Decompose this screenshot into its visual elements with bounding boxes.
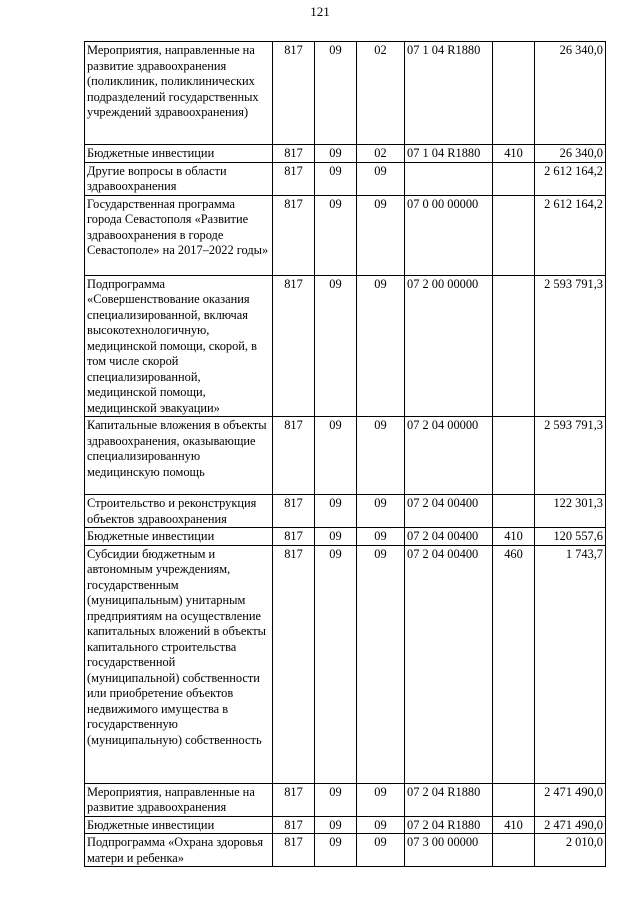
row-expense-type-cell bbox=[493, 275, 535, 417]
table-row bbox=[85, 834, 606, 867]
row-name-cell: Подпрограмма «Охрана здоровья матери и ребенка» bbox=[85, 834, 273, 867]
row-sum-cell: 2 593 791,3 bbox=[535, 275, 606, 417]
table-row bbox=[85, 783, 606, 816]
table-row bbox=[85, 545, 606, 783]
row-name-cell: Мероприятия, направленные на развитие здравоохранения (поликлиник, поликлинических подразделений государственных учреждений здравоохранения) bbox=[85, 42, 273, 145]
row-subsection-cell: 09 bbox=[357, 816, 405, 834]
row-name-cell: Бюджетные инвестиции bbox=[85, 816, 273, 834]
row-section-cell: 09 bbox=[315, 275, 357, 417]
row-ved-cell: 817 bbox=[273, 834, 315, 867]
row-target-article-cell: 07 2 00 00000 bbox=[405, 275, 493, 417]
row-ved-cell: 817 bbox=[273, 545, 315, 783]
row-subsection-cell: 09 bbox=[357, 834, 405, 867]
row-name-cell: Бюджетные инвестиции bbox=[85, 528, 273, 546]
row-expense-type-cell bbox=[493, 42, 535, 145]
row-sum-cell: 26 340,0 bbox=[535, 145, 606, 163]
row-ved-cell: 817 bbox=[273, 495, 315, 528]
row-section-cell: 09 bbox=[315, 145, 357, 163]
row-section-cell: 09 bbox=[315, 162, 357, 195]
row-section-cell: 09 bbox=[315, 495, 357, 528]
row-expense-type-cell bbox=[493, 162, 535, 195]
row-section-cell: 09 bbox=[315, 42, 357, 145]
page-number: 121 bbox=[310, 4, 330, 19]
row-ved-cell: 817 bbox=[273, 783, 315, 816]
row-section-cell: 09 bbox=[315, 816, 357, 834]
row-expense-type-cell: 410 bbox=[493, 816, 535, 834]
table-row bbox=[85, 145, 606, 163]
table-row bbox=[85, 195, 606, 275]
row-ved-cell: 817 bbox=[273, 162, 315, 195]
row-expense-type-cell bbox=[493, 834, 535, 867]
row-target-article-cell: 07 2 04 R1880 bbox=[405, 816, 493, 834]
row-expense-type-cell bbox=[493, 195, 535, 275]
row-expense-type-cell: 410 bbox=[493, 145, 535, 163]
row-name-cell: Мероприятия, направленные на развитие здравоохранения bbox=[85, 783, 273, 816]
table-row bbox=[85, 275, 606, 417]
row-subsection-cell: 09 bbox=[357, 495, 405, 528]
row-target-article-cell: 07 2 04 R1880 bbox=[405, 783, 493, 816]
row-expense-type-cell: 410 bbox=[493, 528, 535, 546]
row-ved-cell: 817 bbox=[273, 816, 315, 834]
row-target-article-cell: 07 2 04 00400 bbox=[405, 495, 493, 528]
row-subsection-cell: 09 bbox=[357, 528, 405, 546]
row-sum-cell: 2 471 490,0 bbox=[535, 816, 606, 834]
table-row bbox=[85, 528, 606, 546]
row-expense-type-cell bbox=[493, 783, 535, 816]
row-ved-cell: 817 bbox=[273, 528, 315, 546]
table-row bbox=[85, 162, 606, 195]
row-expense-type-cell bbox=[493, 417, 535, 495]
table-row bbox=[85, 42, 606, 145]
row-subsection-cell: 02 bbox=[357, 42, 405, 145]
row-target-article-cell: 07 3 00 00000 bbox=[405, 834, 493, 867]
row-target-article-cell: 07 2 04 00000 bbox=[405, 417, 493, 495]
row-subsection-cell: 09 bbox=[357, 417, 405, 495]
row-subsection-cell: 09 bbox=[357, 195, 405, 275]
row-name-cell: Субсидии бюджетным и автономным учреждениям, государственным (муниципальным) унитарным предприятиям на осуществление капитальных вложений в объекты капитального строительства государственной (муниципальной) собственности или приобретение объектов недвижимого имущества в государственную (муниципальную) собственность bbox=[85, 545, 273, 783]
row-sum-cell: 26 340,0 bbox=[535, 42, 606, 145]
row-target-article-cell: 07 1 04 R1880 bbox=[405, 145, 493, 163]
row-subsection-cell: 09 bbox=[357, 545, 405, 783]
row-section-cell: 09 bbox=[315, 195, 357, 275]
row-expense-type-cell: 460 bbox=[493, 545, 535, 783]
row-target-article-cell bbox=[405, 162, 493, 195]
budget-table bbox=[84, 41, 606, 867]
row-expense-type-cell bbox=[493, 495, 535, 528]
row-subsection-cell: 09 bbox=[357, 783, 405, 816]
row-subsection-cell: 09 bbox=[357, 162, 405, 195]
table-row bbox=[85, 495, 606, 528]
row-ved-cell: 817 bbox=[273, 42, 315, 145]
row-name-cell: Другие вопросы в области здравоохранения bbox=[85, 162, 273, 195]
row-section-cell: 09 bbox=[315, 528, 357, 546]
row-sum-cell: 2 612 164,2 bbox=[535, 162, 606, 195]
row-ved-cell: 817 bbox=[273, 145, 315, 163]
row-name-cell: Государственная программа города Севастополя «Развитие здравоохранения в городе Севастополе» на 2017–2022 годы» bbox=[85, 195, 273, 275]
row-target-article-cell: 07 2 04 00400 bbox=[405, 528, 493, 546]
row-sum-cell: 2 471 490,0 bbox=[535, 783, 606, 816]
row-sum-cell: 120 557,6 bbox=[535, 528, 606, 546]
table-row bbox=[85, 816, 606, 834]
row-section-cell: 09 bbox=[315, 417, 357, 495]
row-name-cell: Строительство и реконструкция объектов здравоохранения bbox=[85, 495, 273, 528]
row-name-cell: Бюджетные инвестиции bbox=[85, 145, 273, 163]
row-section-cell: 09 bbox=[315, 545, 357, 783]
row-ved-cell: 817 bbox=[273, 275, 315, 417]
row-sum-cell: 2 593 791,3 bbox=[535, 417, 606, 495]
budget-table-body bbox=[85, 42, 606, 867]
row-ved-cell: 817 bbox=[273, 195, 315, 275]
row-ved-cell: 817 bbox=[273, 417, 315, 495]
row-target-article-cell: 07 0 00 00000 bbox=[405, 195, 493, 275]
row-section-cell: 09 bbox=[315, 783, 357, 816]
row-sum-cell: 2 612 164,2 bbox=[535, 195, 606, 275]
row-name-cell: Капитальные вложения в объекты здравоохранения, оказывающие специализированную медицинскую помощь bbox=[85, 417, 273, 495]
row-sum-cell: 122 301,3 bbox=[535, 495, 606, 528]
row-subsection-cell: 09 bbox=[357, 275, 405, 417]
row-target-article-cell: 07 2 04 00400 bbox=[405, 545, 493, 783]
table-row bbox=[85, 417, 606, 495]
row-section-cell: 09 bbox=[315, 834, 357, 867]
row-subsection-cell: 02 bbox=[357, 145, 405, 163]
row-name-cell: Подпрограмма «Совершенствование оказания специализированной, включая высокотехнологичную, медицинской помощи, скорой, в том числе скорой специализированной, медицинской помощи, медицинской эвакуации» bbox=[85, 275, 273, 417]
row-sum-cell: 1 743,7 bbox=[535, 545, 606, 783]
row-target-article-cell: 07 1 04 R1880 bbox=[405, 42, 493, 145]
row-sum-cell: 2 010,0 bbox=[535, 834, 606, 867]
